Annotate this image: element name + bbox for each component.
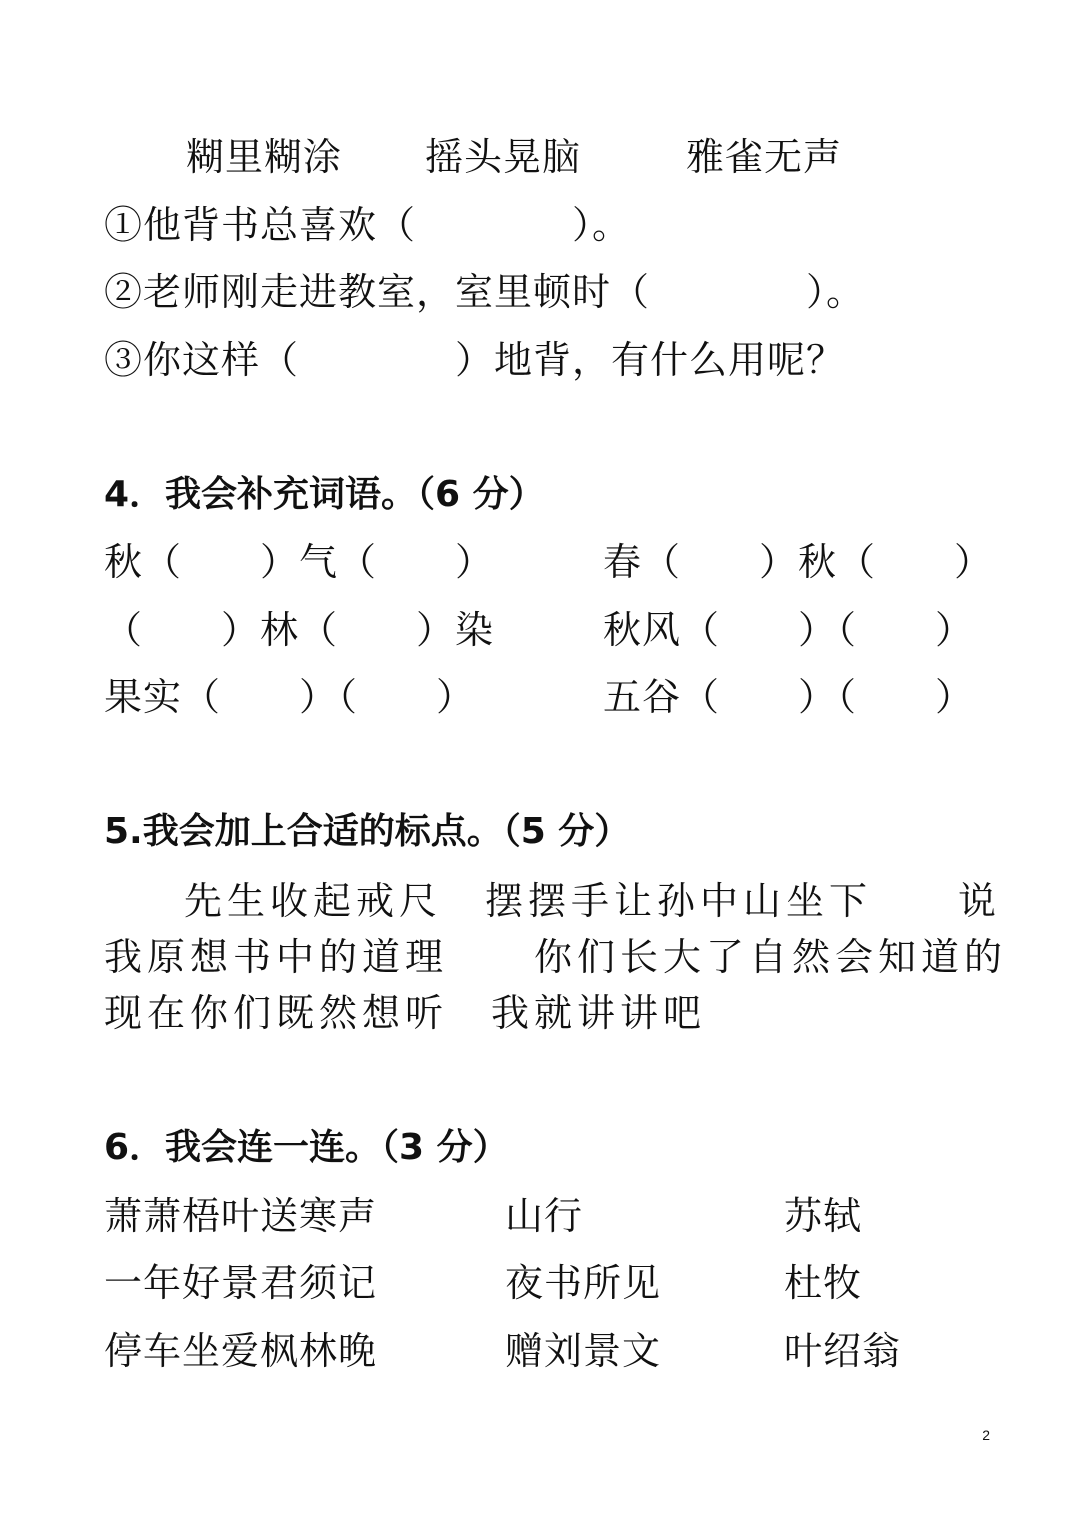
section-6-title: 6．我会连一连。（3 分） (104, 1127, 509, 1168)
section-4-title: 4．我会补充词语。（6 分） (104, 474, 545, 515)
word-completion-item: （ ）林（ ）染 (104, 608, 495, 652)
page-number: 2 (982, 1427, 990, 1443)
fill-sentence: ②老师刚走进教室，室里顿时（ ）。 (104, 270, 866, 314)
section-5-title: 5.我会加上合适的标点。（5 分） (104, 811, 631, 852)
poem-title: 夜书所见 (505, 1261, 662, 1305)
poem-line: 停车坐爱枫林晚 (104, 1329, 378, 1373)
word-completion-item: 秋（ ）气（ ） (104, 540, 495, 584)
poet-name: 叶绍翁 (784, 1329, 902, 1373)
poem-title: 赠刘景文 (505, 1329, 662, 1373)
poet-name: 苏轼 (784, 1194, 863, 1238)
poem-line: 萧萧梧叶送寒声 (104, 1194, 378, 1238)
word-completion-item: 春（ ）秋（ ） (603, 540, 994, 584)
fill-sentence: ③你这样（ ）地背，有什么用呢？ (104, 338, 846, 382)
punctuation-passage-line: 先生收起戒尺 摆摆手让孙中山坐下 说 (184, 879, 1002, 923)
fill-sentence: ①他背书总喜欢（ ）。 (104, 203, 632, 247)
word-option: 糊里糊涂 (186, 135, 343, 179)
word-option: 摇头晃脑 (425, 135, 582, 179)
word-completion-item: 秋风（ ）（ ） (603, 608, 975, 652)
poem-line: 一年好景君须记 (104, 1261, 378, 1305)
word-completion-item: 果实（ ）（ ） (104, 675, 476, 719)
poem-title: 山行 (505, 1194, 584, 1238)
word-completion-item: 五谷（ ）（ ） (603, 675, 975, 719)
word-option: 雅雀无声 (686, 135, 843, 179)
punctuation-passage-line: 现在你们既然想听 我就讲讲吧 (104, 991, 707, 1035)
punctuation-passage-line: 我原想书中的道理 你们长大了自然会知道的 (104, 935, 1008, 979)
poet-name: 杜牧 (784, 1261, 863, 1305)
